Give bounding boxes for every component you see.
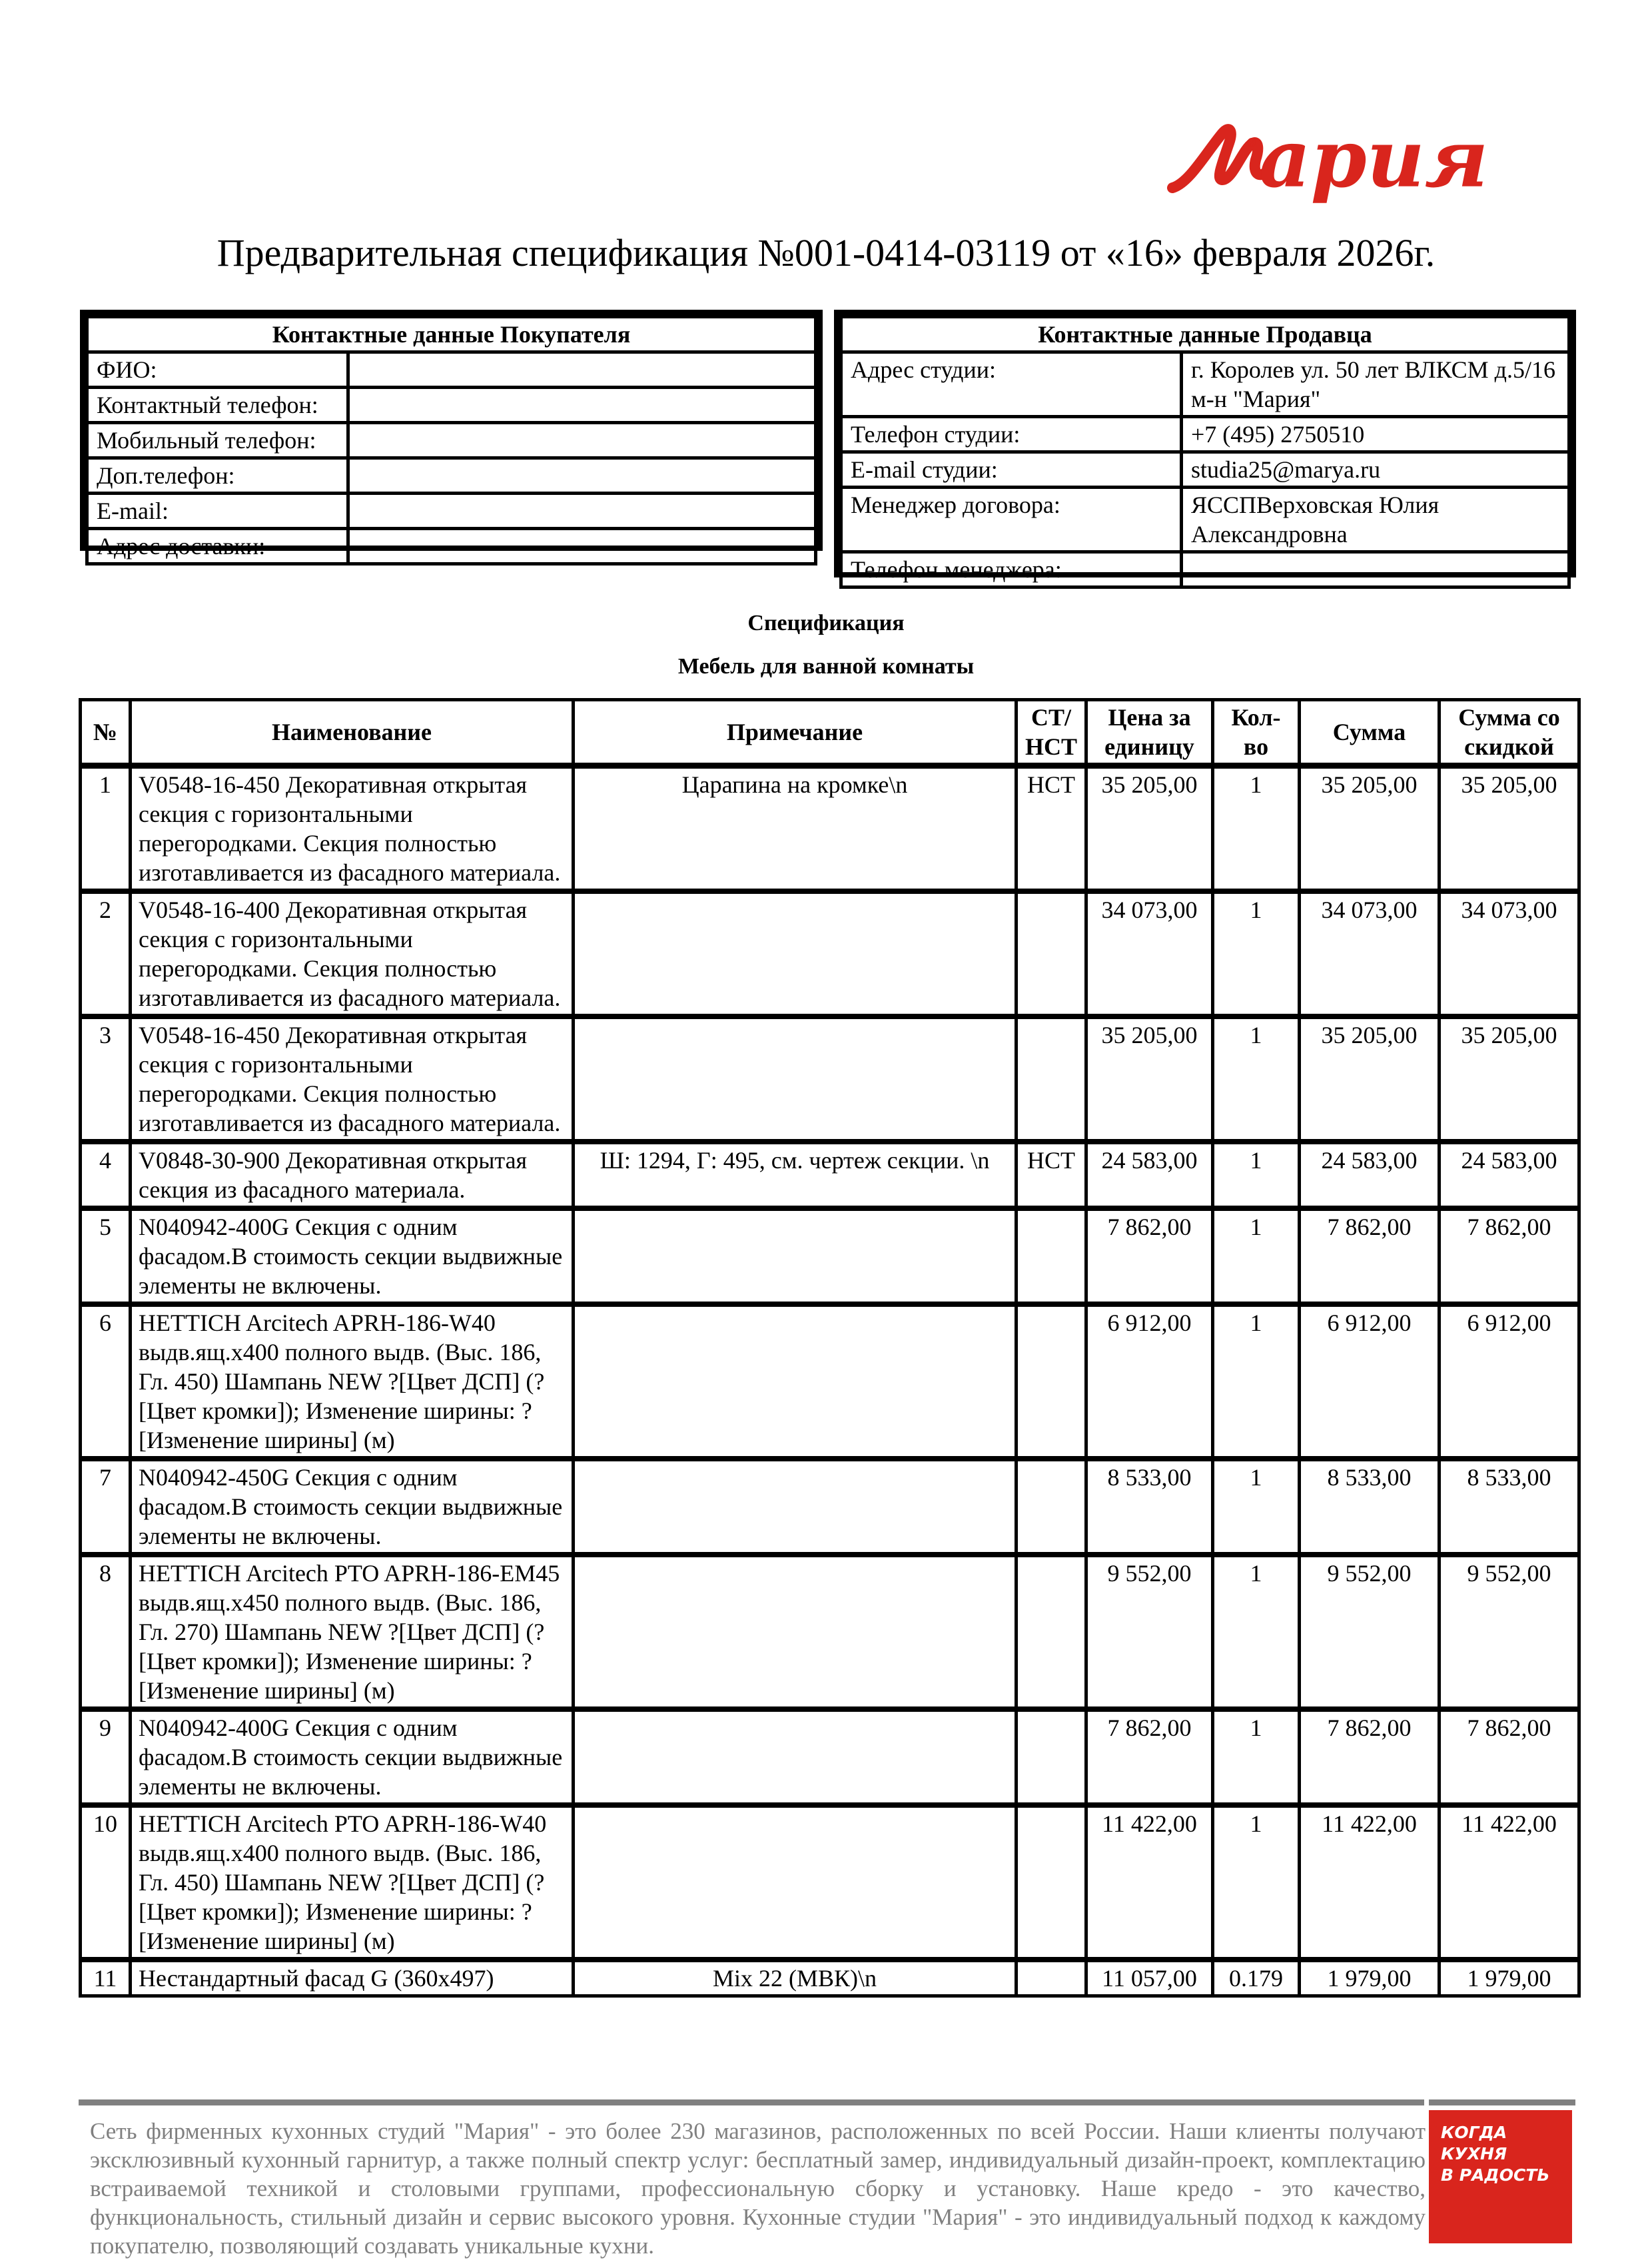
row-name: HETTICH Arcitech PTO APRH-186-W40 выдв.ящ.x400 полного выдв. (Выс. 186, Гл. 450) Шампань NEW ?[Цвет ДСП] (?[Цвет кромки]); Изменение ширины: ?[Изменение ширины] (м) [131,1805,574,1960]
slogan-line: В РАДОСТЬ [1441,2165,1550,2185]
row-note: Mix 22 (МВК)\n [574,1960,1017,1996]
specification-heading: Спецификация [747,611,905,635]
row-price: 7 862,00 [1086,1709,1213,1805]
buyer-label: ФИО: [87,352,348,388]
row-sum: 35 205,00 [1300,1016,1440,1142]
slogan-line: КУХНЯ [1441,2144,1507,2163]
row-qty: 0.179 [1213,1960,1300,1996]
table-row [81,1304,1579,1459]
row-name: N040942-450G Секция с одним фасадом.В стоимость секции выдвижные элементы не включены. [131,1459,574,1555]
row-st [1017,1805,1086,1960]
maria-logo-icon [1159,113,1585,226]
svg-text:ария: ария [1259,113,1489,206]
row-sum: 7 862,00 [1300,1709,1440,1805]
row-st: НСТ [1017,766,1086,892]
table-row [81,1709,1579,1805]
seller-value-manager: ЯССПВерховская Юлия Александровна [1182,488,1569,552]
row-note [574,1208,1017,1304]
table-row [81,1555,1579,1709]
specification-subheading: Мебель для ванной комнаты [677,654,975,679]
row-sum: 7 862,00 [1300,1208,1440,1304]
seller-contact-header: Контактные данные Продавца [841,317,1569,352]
row-sum: 34 073,00 [1300,891,1440,1016]
buyer-contact-box [80,310,823,560]
row-qty: 1 [1213,891,1300,1016]
row-price: 35 205,00 [1086,1016,1213,1142]
row-price: 6 912,00 [1086,1304,1213,1459]
row-name: N040942-400G Секция с одним фасадом.В стоимость секции выдвижные элементы не включены. [131,1208,574,1304]
seller-row-address [841,352,1569,417]
row-name: HETTICH Arcitech APRH-186-W40 выдв.ящ.x400 полного выдв. (Выс. 186, Гл. 450) Шампань NEW ?[Цвет ДСП] (?[Цвет кромки]); Изменение ширины: ?[Изменение ширины] (м) [131,1304,574,1459]
row-qty: 1 [1213,1555,1300,1709]
row-qty: 1 [1213,1208,1300,1304]
row-sum-discount: 11 422,00 [1440,1805,1579,1960]
buyer-contact-table [85,315,817,565]
row-qty: 1 [1213,1459,1300,1555]
row-note: Царапина на кромке\n [574,766,1017,892]
row-sum-discount: 24 583,00 [1440,1142,1579,1208]
row-name: HETTICH Arcitech PTO APRH-186-EM45 выдв.ящ.x450 полного выдв. (Выс. 186, Гл. 270) Шампань NEW ?[Цвет ДСП] (?[Цвет кромки]); Изменение ширины: ?[Изменение ширины] (м) [131,1555,574,1709]
row-st [1017,1709,1086,1805]
buyer-label: Мобильный телефон: [87,423,348,458]
row-num: 10 [81,1805,131,1960]
row-qty: 1 [1213,1805,1300,1960]
row-num: 9 [81,1709,131,1805]
row-name: V0548-16-450 Декоративная открытая секция с горизонтальными перегородками. Секция полностью изготавливается из фасадного материала. [131,766,574,892]
row-price: 24 583,00 [1086,1142,1213,1208]
row-price: 7 862,00 [1086,1208,1213,1304]
buyer-value-email[interactable] [348,494,816,529]
row-num: 3 [81,1016,131,1142]
buyer-contact-header: Контактные данные Покупателя [87,317,816,352]
row-sum-discount: 8 533,00 [1440,1459,1579,1555]
buyer-label: Доп.телефон: [87,458,348,494]
table-row [81,1016,1579,1142]
col-header-st: СТ/ НСТ [1017,700,1086,766]
row-st [1017,1960,1086,1996]
row-note [574,1016,1017,1142]
row-price: 34 073,00 [1086,891,1213,1016]
row-num: 8 [81,1555,131,1709]
table-row [81,891,1579,1016]
table-row [81,766,1579,892]
seller-row-manager [841,488,1569,552]
row-st [1017,1016,1086,1142]
seller-contact-table [839,315,1571,589]
row-price: 35 205,00 [1086,766,1213,892]
row-sum: 24 583,00 [1300,1142,1440,1208]
buyer-value-contact-phone[interactable] [348,388,816,423]
row-sum: 9 552,00 [1300,1555,1440,1709]
row-note [574,1304,1017,1459]
row-qty: 1 [1213,1016,1300,1142]
col-header-sum: Сумма [1300,700,1440,766]
table-row [81,1142,1579,1208]
table-row [81,1805,1579,1960]
seller-value-phone: +7 (495) 2750510 [1182,417,1569,452]
row-sum-discount: 9 552,00 [1440,1555,1579,1709]
row-st [1017,1304,1086,1459]
buyer-row-delivery-address [87,529,816,564]
seller-row-phone [841,417,1569,452]
row-qty: 1 [1213,1142,1300,1208]
seller-contact-box [834,310,1576,583]
table-row [81,1459,1579,1555]
row-sum-discount: 1 979,00 [1440,1960,1579,1996]
footer-divider-right [1429,2099,1575,2105]
row-sum: 6 912,00 [1300,1304,1440,1459]
row-price: 8 533,00 [1086,1459,1213,1555]
row-note [574,891,1017,1016]
svg-text:®: ® [1246,136,1258,150]
buyer-row-mobile-phone [87,423,816,458]
row-name: V0548-16-400 Декоративная открытая секция с горизонтальными перегородками. Секция полностью изготавливается из фасадного материала. [131,891,574,1016]
row-sum-discount: 34 073,00 [1440,891,1579,1016]
row-num: 5 [81,1208,131,1304]
buyer-value-fio[interactable] [348,352,816,388]
row-sum-discount: 6 912,00 [1440,1304,1579,1459]
row-num: 7 [81,1459,131,1555]
row-st [1017,891,1086,1016]
row-num: 6 [81,1304,131,1459]
row-sum: 1 979,00 [1300,1960,1440,1996]
row-price: 11 422,00 [1086,1805,1213,1960]
row-qty: 1 [1213,1709,1300,1805]
row-num: 11 [81,1960,131,1996]
specification-table [79,698,1581,1998]
slogan-line: КОГДА [1441,2123,1507,2142]
table-header-row [81,700,1579,766]
footer-description: Сеть фирменных кухонных студий "Мария" - это более 230 магазинов, расположенных по всей России. Наши клиенты получают эксклюзивный кухонный гарнитур, а также полный спектр услуг: бесплатный замер, индивидуальный дизайн-проект, комплектацию встраиваемой техникой и столовыми группами, профессиональную сборку и установку. Наше кредо - это качество, функциональность, стильный дизайн и сервис высокого уровня. Кухонные студии "Мария" - это индивидуальный подход к каждому покупателю, позволяющий создавать уникальные кухни. [90,2118,1426,2259]
row-sum-discount: 7 862,00 [1440,1208,1579,1304]
col-header-note: Примечание [574,700,1017,766]
row-st [1017,1555,1086,1709]
row-num: 1 [81,766,131,892]
buyer-row-contact-phone [87,388,816,423]
row-note [574,1555,1017,1709]
row-qty: 1 [1213,766,1300,892]
row-num: 2 [81,891,131,1016]
buyer-label: Контактный телефон: [87,388,348,423]
row-sum-discount: 7 862,00 [1440,1709,1579,1805]
row-name: Нестандартный фасад G (360x497) [131,1960,574,1996]
col-header-qty: Кол-во [1213,700,1300,766]
col-header-price: Цена за единицу [1086,700,1213,766]
row-note [574,1459,1017,1555]
row-st: НСТ [1017,1142,1086,1208]
seller-row-manager-phone [841,552,1569,587]
row-num: 4 [81,1142,131,1208]
table-row [81,1208,1579,1304]
row-sum-discount: 35 205,00 [1440,1016,1579,1142]
seller-label: Менеджер договора: [841,488,1182,552]
buyer-label: E-mail: [87,494,348,529]
row-note: Ш: 1294, Г: 495, см. чертеж секции. \n [574,1142,1017,1208]
seller-row-email [841,452,1569,488]
row-sum: 11 422,00 [1300,1805,1440,1960]
row-st [1017,1459,1086,1555]
row-price: 11 057,00 [1086,1960,1213,1996]
row-note [574,1805,1017,1960]
row-qty: 1 [1213,1304,1300,1459]
seller-value-email[interactable]: studia25@marya.ru [1182,452,1569,488]
col-header-num: № [81,700,131,766]
row-name: N040942-400G Секция с одним фасадом.В стоимость секции выдвижные элементы не включены. [131,1709,574,1805]
slogan-badge [1429,2110,1572,2243]
col-header-sum-discount: Сумма со скидкой [1440,700,1579,766]
col-header-name: Наименование [131,700,574,766]
footer-divider [79,2099,1424,2105]
row-name: V0848-30-900 Декоративная открытая секция из фасадного материала. [131,1142,574,1208]
maria-logo [1159,113,1585,226]
seller-label: Телефон менеджера: [841,552,1182,587]
seller-label: Адрес студии: [841,352,1182,417]
buyer-row-extra-phone [87,458,816,494]
buyer-label: Адрес доставки: [87,529,348,564]
buyer-row-fio [87,352,816,388]
table-row [81,1960,1579,1996]
row-name: V0548-16-450 Декоративная открытая секция с горизонтальными перегородками. Секция полностью изготавливается из фасадного материала. [131,1016,574,1142]
row-sum-discount: 35 205,00 [1440,766,1579,892]
seller-value-manager-phone [1182,552,1569,587]
row-note [574,1709,1017,1805]
row-st [1017,1208,1086,1304]
row-sum: 8 533,00 [1300,1459,1440,1555]
seller-label: Телефон студии: [841,417,1182,452]
row-sum: 35 205,00 [1300,766,1440,892]
seller-label: E-mail студии: [841,452,1182,488]
buyer-value-mobile-phone[interactable] [348,423,816,458]
document-title: Предварительная спецификация №001-0414-03119 от «16» февраля 2026г. [216,231,1436,274]
seller-value-address: г. Королев ул. 50 лет ВЛКСМ д.5/16 м-н "Мария" [1182,352,1569,417]
buyer-row-email [87,494,816,529]
buyer-value-extra-phone[interactable] [348,458,816,494]
row-price: 9 552,00 [1086,1555,1213,1709]
buyer-value-delivery-address[interactable] [348,529,816,564]
